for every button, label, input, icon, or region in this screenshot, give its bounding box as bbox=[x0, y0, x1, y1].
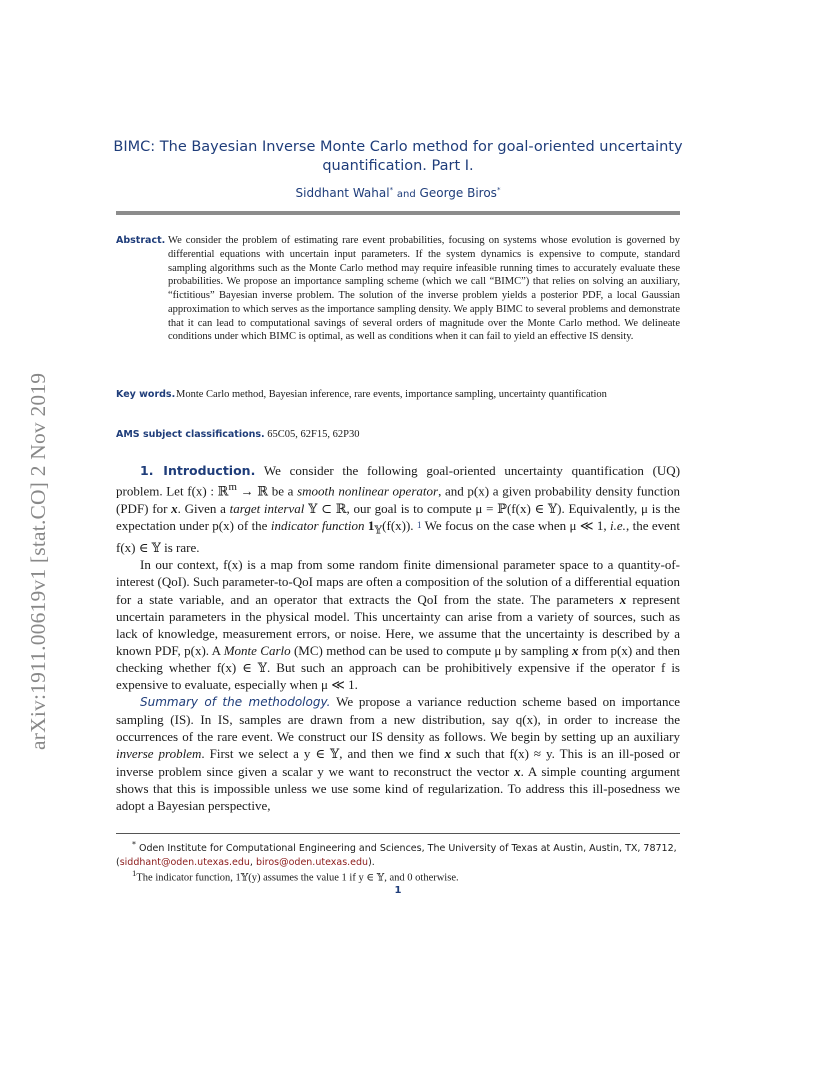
introduction-section bbox=[116, 462, 680, 814]
paper-title: BIMC: The Bayesian Inverse Monte Carlo method for goal-oriented uncertainty quantification. Part I. bbox=[113, 139, 683, 174]
page-number: 1 bbox=[394, 885, 402, 896]
ams-label: AMS subject classifications. bbox=[116, 429, 265, 440]
arxiv-stamp-text: arXiv:1911.00619v1 [stat.CO] 2 Nov 2019 bbox=[26, 372, 50, 750]
author-first: Siddhant Wahal bbox=[295, 186, 390, 200]
footnote-1-mark: 1 bbox=[132, 868, 137, 878]
author-second-mark: * bbox=[496, 186, 501, 194]
affiliation-footnote: * Oden Institute for Computational Engineering and Sciences, The University of Texas at Austin, Austin, TX, 78712, (siddhant@oden.utexas.edu, biros@oden.utexas.edu). bbox=[116, 840, 677, 869]
keywords bbox=[116, 388, 680, 402]
keywords-label: Key words. bbox=[116, 389, 176, 400]
abstract-label: Abstract. bbox=[116, 235, 166, 246]
abstract bbox=[116, 234, 680, 344]
intro-paragraph-1: 1. Introduction. We consider the following goal-oriented uncertainty quantification (UQ) problem. Let f(x) : ℝ$^m$ → ℝ be a smooth nonlinear operator, and p(x) a given probability density function (PDF) for x. Given a target interval 𝕐 ⊂ ℝ, our goal is to compute μ = ℙ(f(x) ∈ 𝕐). Equivalently, μ is the expectation under p(x) of the indicator function $1_𝕐(f(x))$. $^1$ We focus on the case when μ ≪ 1, i.e., the event f(x) ∈ 𝕐 is rare. bbox=[116, 463, 681, 556]
abstract-text: We consider the problem of estimating rare event probabilities, focusing on systems whose evolution is governed by differential equations with uncertain input parameters. If the system dynamics is expensive to compute, standard sampling algorithms such as the Monte Carlo method may require infeasible running times to accurately evaluate these probabilities. We propose an importance sampling scheme (which we call “BIMC”) that relies on solving an auxiliary, “fictitious” Bayesian inverse problem. The solution of the inverse problem yields a posterior PDF, a local Gaussian approximation to which serves as the importance sampling density. We apply BIMC to several problems and demonstrate that it can lead to computational savings of several orders of magnitude over the Monte Carlo method. We delineate conditions under which BIMC is optimal, as well as conditions when it can fail to yield an effective IS density. bbox=[168, 235, 680, 343]
footnote-1 bbox=[132, 866, 680, 886]
email-link-2[interactable]: biros@oden.utexas.edu bbox=[255, 857, 369, 869]
email-link-1[interactable]: siddhant@oden.utexas.edu bbox=[119, 857, 250, 869]
summary-heading: Summary of the methodology. bbox=[140, 695, 331, 710]
intro-paragraph-3: Summary of the methodology. We propose a variance reduction scheme based on importance sampling (IS). In IS, samples are drawn from a new distribution, say q(x), in order to increase the occurrences of the rare event. We construct our IS density as follows. We begin by setting up an auxiliary inverse problem. First we select a y ∈ 𝕐, and then we find x such that f(x) ≈ y. This is an ill-posed or inverse problem since given a scalar y we want to reconstruct the vector x. A simple counting argument shows that this is impossible unless we use some kind of regularization. To address this ill-posedness we adopt a Bayesian perspective, bbox=[116, 694, 680, 813]
footnote-rule bbox=[116, 833, 680, 834]
authors bbox=[100, 186, 696, 200]
affiliation-mark: * bbox=[132, 840, 136, 849]
footnote-1-text: The indicator function, 1𝕐(y) assumes the value 1 if y ∈ 𝕐, and 0 otherwise. bbox=[136, 872, 459, 884]
author-second: George Biros bbox=[419, 186, 497, 200]
keywords-text: Monte Carlo method, Bayesian inference, rare events, importance sampling, uncertainty quantification bbox=[176, 389, 607, 400]
arxiv-stamp bbox=[26, 330, 50, 750]
ams-text: 65C05, 62F15, 62P30 bbox=[267, 429, 360, 440]
authors-and: and bbox=[396, 189, 416, 200]
ams-classifications bbox=[116, 429, 680, 440]
intro-paragraph-2: In our context, f(x) is a map from some random finite dimensional parameter space to a quantity-of-interest (QoI). Such parameter-to-QoI maps are often a composition of the solution of a differential equation for a state variable, and an operator that extracts the QoI from the state. The parameters x represent uncertain parameters in the physical model. This uncertainty can arise from a variety of sources, such as lack of knowledge, measurement errors, or noise. Here, we assume that the uncertainty is described by a known PDF, p(x). A Monte Carlo (MC) method can be used to compute μ by sampling x from p(x) and then checking whether f(x) ∈ 𝕐. But such an approach can be prohibitively expensive if the operator f is expensive to evaluate, especially when μ ≪ 1. bbox=[116, 557, 680, 693]
affiliation-text: Oden Institute for Computational Engineering and Sciences, The University of Texas at Austin, Austin, TX, 78712, ( bbox=[116, 843, 677, 869]
section-heading: 1. Introduction. bbox=[140, 463, 256, 478]
footnote-1-link[interactable]: 1 bbox=[416, 519, 422, 530]
author-first-mark: * bbox=[389, 186, 394, 194]
title-rule bbox=[116, 211, 680, 215]
